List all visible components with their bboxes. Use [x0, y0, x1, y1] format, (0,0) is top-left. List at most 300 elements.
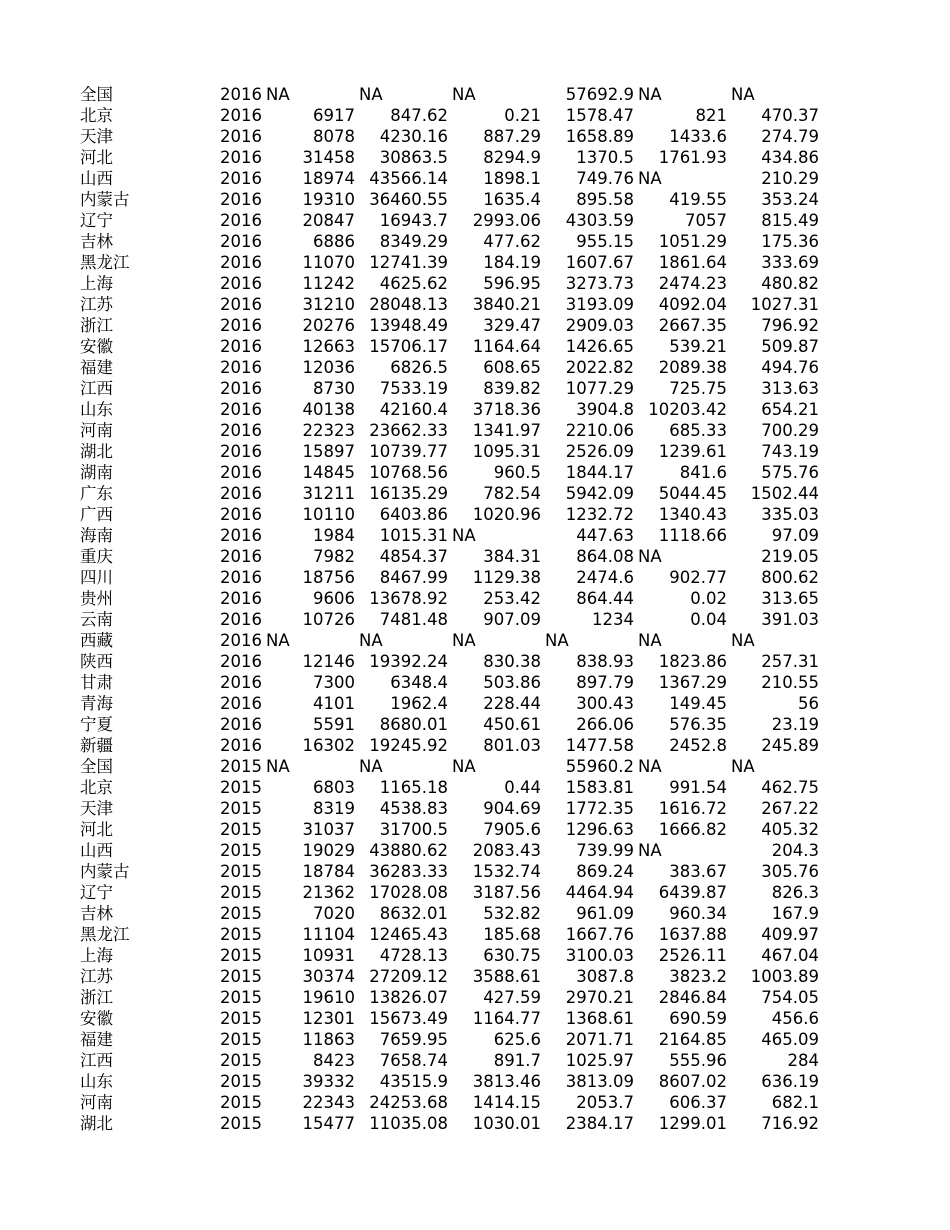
value-cell-2: NA [359, 85, 383, 104]
value-cell-1: 16302 [302, 736, 355, 755]
value-cell-6: 335.03 [761, 505, 819, 524]
value-cell-3: 3840.21 [472, 295, 541, 314]
value-cell-4: 1844.17 [565, 463, 634, 482]
value-cell-2: 7658.74 [379, 1051, 448, 1070]
region-cell: 河北 [80, 148, 113, 167]
value-cell-4: 3100.03 [565, 946, 634, 965]
value-cell-3: 1635.4 [483, 190, 541, 209]
value-cell-6: 434.86 [761, 148, 819, 167]
value-cell-2: 23662.33 [369, 421, 448, 440]
value-cell-5: 6439.87 [658, 883, 727, 902]
region-cell: 湖北 [80, 1114, 113, 1133]
year-cell: 2015 [220, 946, 262, 965]
value-cell-4: 1077.29 [565, 379, 634, 398]
value-cell-4: 869.24 [576, 862, 634, 881]
value-cell-2: NA [359, 757, 383, 776]
value-cell-1: 12146 [302, 652, 355, 671]
table-row [0, 987, 950, 1008]
value-cell-3: 1095.31 [472, 442, 541, 461]
value-cell-6: 796.92 [761, 316, 819, 335]
value-cell-2: 11035.08 [369, 1114, 448, 1133]
value-cell-1: NA [266, 631, 290, 650]
value-cell-2: 8632.01 [379, 904, 448, 923]
table-row [0, 630, 950, 651]
value-cell-2: 8467.99 [379, 568, 448, 587]
region-cell: 西藏 [80, 631, 113, 650]
table-row [0, 924, 950, 945]
value-cell-3: 839.82 [483, 379, 541, 398]
value-cell-1: 22323 [302, 421, 355, 440]
region-cell: 甘肃 [80, 673, 113, 692]
table-row [0, 294, 950, 315]
value-cell-5: 1823.86 [658, 652, 727, 671]
value-cell-4: 266.06 [576, 715, 634, 734]
value-cell-1: 15477 [302, 1114, 355, 1133]
value-cell-2: 1015.31 [379, 526, 448, 545]
data-table [0, 84, 950, 1134]
year-cell: 2015 [220, 988, 262, 1007]
value-cell-5: 1051.29 [658, 232, 727, 251]
value-cell-5: NA [638, 757, 662, 776]
region-cell: 全国 [80, 757, 113, 776]
table-row [0, 483, 950, 504]
value-cell-6: 494.76 [761, 358, 819, 377]
region-cell: 吉林 [80, 904, 113, 923]
region-cell: 内蒙古 [80, 862, 130, 881]
value-cell-4: 1426.65 [565, 337, 634, 356]
value-cell-1: 8423 [313, 1051, 355, 1070]
value-cell-3: 3588.61 [472, 967, 541, 986]
region-cell: 黑龙江 [80, 253, 130, 272]
value-cell-6: 456.6 [771, 1009, 819, 1028]
region-cell: 湖南 [80, 463, 113, 482]
value-cell-3: 1898.1 [483, 169, 541, 188]
value-cell-2: 12465.43 [369, 925, 448, 944]
value-cell-6: 204.3 [771, 841, 819, 860]
table-row [0, 336, 950, 357]
value-cell-5: NA [638, 85, 662, 104]
table-row [0, 1092, 950, 1113]
region-cell: 江西 [80, 379, 113, 398]
value-cell-3: 1164.77 [472, 1009, 541, 1028]
value-cell-4: 1234 [592, 610, 634, 629]
value-cell-1: 7982 [313, 547, 355, 566]
value-cell-5: 2474.23 [658, 274, 727, 293]
value-cell-5: 3823.2 [669, 967, 727, 986]
year-cell: 2015 [220, 820, 262, 839]
value-cell-2: 6826.5 [390, 358, 448, 377]
value-cell-1: 8319 [313, 799, 355, 818]
value-cell-6: 462.75 [761, 778, 819, 797]
year-cell: 2016 [220, 148, 262, 167]
table-row [0, 777, 950, 798]
region-cell: 江苏 [80, 967, 113, 986]
region-cell: 广东 [80, 484, 113, 503]
value-cell-2: 19245.92 [369, 736, 448, 755]
value-cell-4: 4464.94 [565, 883, 634, 902]
value-cell-6: 305.76 [761, 862, 819, 881]
value-cell-5: 690.59 [669, 1009, 727, 1028]
value-cell-5: 902.77 [669, 568, 727, 587]
region-cell: 辽宁 [80, 883, 113, 902]
table-row [0, 966, 950, 987]
value-cell-2: 15706.17 [369, 337, 448, 356]
table-row [0, 798, 950, 819]
year-cell: 2015 [220, 1114, 262, 1133]
region-cell: 河南 [80, 1093, 113, 1112]
table-row [0, 420, 950, 441]
value-cell-6: 509.87 [761, 337, 819, 356]
region-cell: 云南 [80, 610, 113, 629]
value-cell-3: 2993.06 [472, 211, 541, 230]
value-cell-4: 300.43 [576, 694, 634, 713]
value-cell-1: 12301 [302, 1009, 355, 1028]
value-cell-3: 0.44 [504, 778, 541, 797]
value-cell-4: 3273.73 [565, 274, 634, 293]
value-cell-1: 30374 [302, 967, 355, 986]
table-row [0, 693, 950, 714]
value-cell-5: 7057 [685, 211, 727, 230]
value-cell-3: 1532.74 [472, 862, 541, 881]
value-cell-5: 5044.45 [658, 484, 727, 503]
value-cell-4: 2071.71 [565, 1030, 634, 1049]
region-cell: 青海 [80, 694, 113, 713]
value-cell-2: 24253.68 [369, 1093, 448, 1112]
table-row [0, 714, 950, 735]
value-cell-3: NA [452, 757, 476, 776]
year-cell: 2016 [220, 631, 262, 650]
value-cell-1: 11242 [302, 274, 355, 293]
table-row [0, 945, 950, 966]
value-cell-4: 55960.2 [565, 757, 634, 776]
value-cell-5: 685.33 [669, 421, 727, 440]
year-cell: 2015 [220, 799, 262, 818]
value-cell-6: 56 [798, 694, 819, 713]
value-cell-2: 8680.01 [379, 715, 448, 734]
year-cell: 2016 [220, 505, 262, 524]
value-cell-2: 1962.4 [390, 694, 448, 713]
table-row [0, 1050, 950, 1071]
year-cell: 2015 [220, 1093, 262, 1112]
value-cell-4: 955.15 [576, 232, 634, 251]
value-cell-6: 1027.31 [750, 295, 819, 314]
year-cell: 2015 [220, 883, 262, 902]
value-cell-2: 43566.14 [369, 169, 448, 188]
value-cell-5: 2846.84 [658, 988, 727, 1007]
value-cell-5: 991.54 [669, 778, 727, 797]
value-cell-2: 4230.16 [379, 127, 448, 146]
value-cell-6: 1502.44 [750, 484, 819, 503]
value-cell-6: 175.36 [761, 232, 819, 251]
value-cell-4: 1578.47 [565, 106, 634, 125]
value-cell-1: 8730 [313, 379, 355, 398]
value-cell-3: 891.7 [493, 1051, 541, 1070]
value-cell-1: 12036 [302, 358, 355, 377]
value-cell-6: 1003.89 [750, 967, 819, 986]
value-cell-3: 887.29 [483, 127, 541, 146]
value-cell-4: 1583.81 [565, 778, 634, 797]
value-cell-1: 8078 [313, 127, 355, 146]
value-cell-4: 864.44 [576, 589, 634, 608]
year-cell: 2016 [220, 694, 262, 713]
year-cell: 2016 [220, 169, 262, 188]
value-cell-3: 830.38 [483, 652, 541, 671]
year-cell: 2016 [220, 253, 262, 272]
year-cell: 2016 [220, 379, 262, 398]
value-cell-1: 9606 [313, 589, 355, 608]
table-row [0, 441, 950, 462]
value-cell-2: 13678.92 [369, 589, 448, 608]
value-cell-1: NA [266, 757, 290, 776]
value-cell-1: 7020 [313, 904, 355, 923]
value-cell-4: 3813.09 [565, 1072, 634, 1091]
value-cell-4: 739.99 [576, 841, 634, 860]
value-cell-3: NA [452, 85, 476, 104]
value-cell-5: 841.6 [679, 463, 727, 482]
value-cell-3: 1030.01 [472, 1114, 541, 1133]
value-cell-1: 6917 [313, 106, 355, 125]
value-cell-5: 960.34 [669, 904, 727, 923]
value-cell-4: 3087.8 [576, 967, 634, 986]
value-cell-2: 10739.77 [369, 442, 448, 461]
value-cell-6: 284 [787, 1051, 819, 1070]
value-cell-6: 815.49 [761, 211, 819, 230]
value-cell-5: 1637.88 [658, 925, 727, 944]
value-cell-2: 16943.7 [379, 211, 448, 230]
value-cell-4: 895.58 [576, 190, 634, 209]
value-cell-2: 28048.13 [369, 295, 448, 314]
value-cell-5: 0.02 [690, 589, 727, 608]
region-cell: 广西 [80, 505, 113, 524]
table-row [0, 1008, 950, 1029]
region-cell: 新疆 [80, 736, 113, 755]
value-cell-1: 31458 [302, 148, 355, 167]
value-cell-4: 1232.72 [565, 505, 634, 524]
value-cell-6: 465.09 [761, 1030, 819, 1049]
value-cell-2: 19392.24 [369, 652, 448, 671]
value-cell-4: 3193.09 [565, 295, 634, 314]
value-cell-1: 39332 [302, 1072, 355, 1091]
value-cell-5: 1666.82 [658, 820, 727, 839]
year-cell: 2016 [220, 484, 262, 503]
year-cell: 2016 [220, 589, 262, 608]
value-cell-5: 2526.11 [658, 946, 727, 965]
value-cell-1: 18784 [302, 862, 355, 881]
value-cell-5: 576.35 [669, 715, 727, 734]
value-cell-3: 384.31 [483, 547, 541, 566]
value-cell-3: 427.59 [483, 988, 541, 1007]
year-cell: 2016 [220, 316, 262, 335]
region-cell: 上海 [80, 274, 113, 293]
value-cell-4: 838.93 [576, 652, 634, 671]
value-cell-4: 1667.76 [565, 925, 634, 944]
table-row [0, 210, 950, 231]
value-cell-3: 450.61 [483, 715, 541, 734]
value-cell-1: 19029 [302, 841, 355, 860]
value-cell-2: 847.62 [390, 106, 448, 125]
value-cell-2: 13826.07 [369, 988, 448, 1007]
table-row [0, 651, 950, 672]
region-cell: 辽宁 [80, 211, 113, 230]
value-cell-3: 185.68 [483, 925, 541, 944]
value-cell-6: 97.09 [771, 526, 819, 545]
table-row [0, 840, 950, 861]
table-row [0, 546, 950, 567]
table-row [0, 273, 950, 294]
value-cell-3: 532.82 [483, 904, 541, 923]
region-cell: 宁夏 [80, 715, 113, 734]
year-cell: 2016 [220, 295, 262, 314]
value-cell-1: 22343 [302, 1093, 355, 1112]
value-cell-5: 2089.38 [658, 358, 727, 377]
value-cell-5: 821 [695, 106, 727, 125]
value-cell-6: 467.04 [761, 946, 819, 965]
value-cell-2: 7533.19 [379, 379, 448, 398]
value-cell-3: 625.6 [493, 1030, 541, 1049]
value-cell-6: 219.05 [761, 547, 819, 566]
region-cell: 江西 [80, 1051, 113, 1070]
value-cell-6: 405.32 [761, 820, 819, 839]
year-cell: 2016 [220, 568, 262, 587]
value-cell-4: 961.09 [576, 904, 634, 923]
value-cell-5: 1340.43 [658, 505, 727, 524]
value-cell-5: 1761.93 [658, 148, 727, 167]
table-row [0, 168, 950, 189]
value-cell-6: 682.1 [771, 1093, 819, 1112]
value-cell-2: 7659.95 [379, 1030, 448, 1049]
value-cell-1: 7300 [313, 673, 355, 692]
value-cell-6: 167.9 [771, 904, 819, 923]
value-cell-3: 3718.36 [472, 400, 541, 419]
year-cell: 2015 [220, 862, 262, 881]
value-cell-2: 43515.9 [379, 1072, 448, 1091]
value-cell-4: 1772.35 [565, 799, 634, 818]
value-cell-3: 904.69 [483, 799, 541, 818]
value-cell-1: NA [266, 85, 290, 104]
value-cell-6: 743.19 [761, 442, 819, 461]
value-cell-1: 11070 [302, 253, 355, 272]
value-cell-4: 3904.8 [576, 400, 634, 419]
value-cell-6: 391.03 [761, 610, 819, 629]
year-cell: 2016 [220, 211, 262, 230]
value-cell-5: 1861.64 [658, 253, 727, 272]
value-cell-3: 2083.43 [472, 841, 541, 860]
value-cell-6: NA [731, 85, 755, 104]
value-cell-6: NA [731, 757, 755, 776]
value-cell-5: 606.37 [669, 1093, 727, 1112]
region-cell: 天津 [80, 127, 113, 146]
value-cell-5: 2452.8 [669, 736, 727, 755]
value-cell-1: 15897 [302, 442, 355, 461]
value-cell-1: 20847 [302, 211, 355, 230]
value-cell-5: 10203.42 [648, 400, 727, 419]
table-row [0, 735, 950, 756]
value-cell-1: 6803 [313, 778, 355, 797]
region-cell: 上海 [80, 946, 113, 965]
region-cell: 安徽 [80, 1009, 113, 1028]
year-cell: 2015 [220, 904, 262, 923]
table-row [0, 525, 950, 546]
value-cell-2: 27209.12 [369, 967, 448, 986]
value-cell-1: 18974 [302, 169, 355, 188]
value-cell-4: 864.08 [576, 547, 634, 566]
value-cell-6: 754.05 [761, 988, 819, 1007]
value-cell-3: 1341.97 [472, 421, 541, 440]
value-cell-3: 1129.38 [472, 568, 541, 587]
value-cell-5: 1433.6 [669, 127, 727, 146]
table-row [0, 147, 950, 168]
table-row [0, 1071, 950, 1092]
value-cell-5: 1239.61 [658, 442, 727, 461]
value-cell-5: 2164.85 [658, 1030, 727, 1049]
value-cell-6: 333.69 [761, 253, 819, 272]
table-row [0, 462, 950, 483]
value-cell-4: 2909.03 [565, 316, 634, 335]
value-cell-3: 477.62 [483, 232, 541, 251]
region-cell: 陕西 [80, 652, 113, 671]
year-cell: 2016 [220, 673, 262, 692]
year-cell: 2015 [220, 925, 262, 944]
region-cell: 浙江 [80, 988, 113, 1007]
region-cell: 重庆 [80, 547, 113, 566]
year-cell: 2016 [220, 337, 262, 356]
value-cell-2: 7481.48 [379, 610, 448, 629]
value-cell-3: NA [452, 526, 476, 545]
value-cell-4: 1025.97 [565, 1051, 634, 1070]
value-cell-5: 149.45 [669, 694, 727, 713]
region-cell: 河南 [80, 421, 113, 440]
value-cell-3: NA [452, 631, 476, 650]
value-cell-5: 383.67 [669, 862, 727, 881]
value-cell-4: 749.76 [576, 169, 634, 188]
value-cell-3: 1414.15 [472, 1093, 541, 1112]
region-cell: 全国 [80, 85, 113, 104]
region-cell: 吉林 [80, 232, 113, 251]
value-cell-4: 2053.7 [576, 1093, 634, 1112]
value-cell-6: 23.19 [771, 715, 819, 734]
year-cell: 2016 [220, 610, 262, 629]
table-row [0, 126, 950, 147]
region-cell: 江苏 [80, 295, 113, 314]
table-row [0, 1113, 950, 1134]
value-cell-3: 907.09 [483, 610, 541, 629]
region-cell: 黑龙江 [80, 925, 130, 944]
value-cell-3: 228.44 [483, 694, 541, 713]
year-cell: 2015 [220, 1051, 262, 1070]
value-cell-6: 267.22 [761, 799, 819, 818]
table-row [0, 84, 950, 105]
value-cell-5: 1118.66 [658, 526, 727, 545]
value-cell-4: 4303.59 [565, 211, 634, 230]
table-row [0, 756, 950, 777]
value-cell-2: 4538.83 [379, 799, 448, 818]
value-cell-6: 409.97 [761, 925, 819, 944]
region-cell: 贵州 [80, 589, 113, 608]
value-cell-6: 210.29 [761, 169, 819, 188]
value-cell-3: 0.21 [504, 106, 541, 125]
value-cell-2: 4625.62 [379, 274, 448, 293]
year-cell: 2016 [220, 400, 262, 419]
value-cell-4: 1607.67 [565, 253, 634, 272]
value-cell-3: 1164.64 [472, 337, 541, 356]
value-cell-4: 2210.06 [565, 421, 634, 440]
value-cell-1: 11104 [302, 925, 355, 944]
table-row [0, 231, 950, 252]
value-cell-4: 447.63 [576, 526, 634, 545]
value-cell-5: NA [638, 631, 662, 650]
year-cell: 2016 [220, 358, 262, 377]
value-cell-2: 6348.4 [390, 673, 448, 692]
